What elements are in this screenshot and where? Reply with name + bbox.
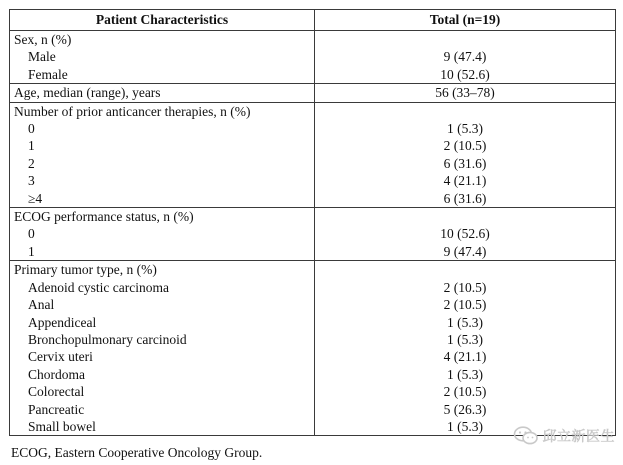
group-title-value bbox=[315, 261, 616, 279]
row-value: 9 (47.4) bbox=[315, 243, 616, 261]
row-label: Chordoma bbox=[10, 366, 315, 383]
row-label: 1 bbox=[10, 137, 315, 154]
row-value: 1 (5.3) bbox=[315, 314, 616, 331]
table-header-row bbox=[10, 10, 616, 31]
group-title: Age, median (range), years bbox=[10, 84, 315, 102]
table-row bbox=[10, 137, 616, 154]
header-total: Total (n=19) bbox=[315, 10, 616, 31]
row-value: 4 (21.1) bbox=[315, 172, 616, 189]
row-value: 4 (21.1) bbox=[315, 348, 616, 365]
table-row bbox=[10, 66, 616, 84]
patient-characteristics-table bbox=[9, 9, 616, 436]
row-value: 1 (5.3) bbox=[315, 418, 616, 436]
row-value: 2 (10.5) bbox=[315, 383, 616, 400]
table-row bbox=[10, 314, 616, 331]
row-label: Cervix uteri bbox=[10, 348, 315, 365]
row-value: 1 (5.3) bbox=[315, 120, 616, 137]
row-label: Anal bbox=[10, 296, 315, 313]
table-row bbox=[10, 190, 616, 208]
row-value: 2 (10.5) bbox=[315, 137, 616, 154]
row-label: Female bbox=[10, 66, 315, 84]
row-label: ≥4 bbox=[10, 190, 315, 208]
table-row bbox=[10, 225, 616, 242]
table-row bbox=[10, 48, 616, 65]
row-value: 6 (31.6) bbox=[315, 155, 616, 172]
table-body bbox=[10, 31, 616, 436]
table-row bbox=[10, 172, 616, 189]
row-label: Male bbox=[10, 48, 315, 65]
row-label: Colorectal bbox=[10, 383, 315, 400]
watermark bbox=[513, 426, 616, 446]
header-characteristic: Patient Characteristics bbox=[10, 10, 315, 31]
row-label: Adenoid cystic carcinoma bbox=[10, 279, 315, 296]
group-title-row bbox=[10, 208, 616, 226]
row-value: 2 (10.5) bbox=[315, 279, 616, 296]
group-title-value bbox=[315, 102, 616, 120]
group-title: Sex, n (%) bbox=[10, 31, 315, 49]
table-row bbox=[10, 155, 616, 172]
table-row bbox=[10, 331, 616, 348]
table-row bbox=[10, 348, 616, 365]
table-row bbox=[10, 243, 616, 261]
table-row bbox=[10, 279, 616, 296]
row-value: 10 (52.6) bbox=[315, 225, 616, 242]
watermark-text: 邱立新医生 bbox=[542, 429, 615, 445]
row-label: 1 bbox=[10, 243, 315, 261]
wechat-icon bbox=[513, 426, 539, 446]
row-label: Small bowel bbox=[10, 418, 315, 436]
row-value: 1 (5.3) bbox=[315, 331, 616, 348]
row-value: 9 (47.4) bbox=[315, 48, 616, 65]
row-value: 10 (52.6) bbox=[315, 66, 616, 84]
table-footnote: ECOG, Eastern Cooperative Oncology Group. bbox=[11, 445, 263, 460]
group-title: ECOG performance status, n (%) bbox=[10, 208, 315, 226]
row-value: 2 (10.5) bbox=[315, 296, 616, 313]
row-value: 6 (31.6) bbox=[315, 190, 616, 208]
group-title-row bbox=[10, 261, 616, 279]
row-label: 2 bbox=[10, 155, 315, 172]
row-label: 3 bbox=[10, 172, 315, 189]
group-title-value bbox=[315, 31, 616, 49]
row-label: Pancreatic bbox=[10, 401, 315, 418]
group-title: Primary tumor type, n (%) bbox=[10, 261, 315, 279]
row-value: 1 (5.3) bbox=[315, 366, 616, 383]
table-row bbox=[10, 120, 616, 137]
group-title-row bbox=[10, 84, 616, 102]
row-label: Bronchopulmonary carcinoid bbox=[10, 331, 315, 348]
group-title-value: 56 (33–78) bbox=[315, 84, 616, 102]
row-value: 5 (26.3) bbox=[315, 401, 616, 418]
row-label: 0 bbox=[10, 120, 315, 137]
group-title-value bbox=[315, 208, 616, 226]
row-label: Appendiceal bbox=[10, 314, 315, 331]
table-row bbox=[10, 366, 616, 383]
group-title-row bbox=[10, 102, 616, 120]
table-row bbox=[10, 401, 616, 418]
group-title-row bbox=[10, 31, 616, 49]
row-label: 0 bbox=[10, 225, 315, 242]
table-row bbox=[10, 296, 616, 313]
table-row bbox=[10, 383, 616, 400]
group-title: Number of prior anticancer therapies, n (%) bbox=[10, 102, 315, 120]
